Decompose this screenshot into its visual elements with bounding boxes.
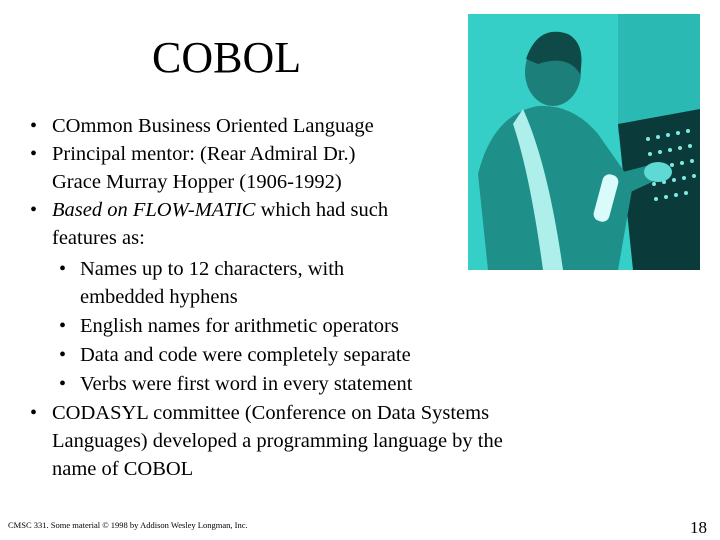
sub-bullet-text: English names for arithmetic operators — [80, 315, 399, 337]
sub-bullet-text-continuation: embedded hyphens — [80, 286, 238, 308]
bullet-marker: • — [30, 199, 38, 221]
bullet-text-continuation: Grace Murray Hopper (1906-1992) — [52, 171, 342, 193]
bullet-text: Principal mentor: (Rear Admiral Dr.) — [52, 143, 356, 165]
bullet-text: CODASYL committee (Conference on Data Systems — [52, 402, 490, 424]
sub-bullet-marker: • — [59, 373, 67, 395]
bullet-text — [52, 198, 388, 222]
sub-bullet-text: Data and code were completely separate — [80, 344, 411, 366]
page-number: 18 — [690, 518, 707, 537]
grace-hopper-photo — [468, 14, 700, 270]
sub-bullet-marker: • — [59, 315, 67, 337]
bullet-marker: • — [30, 402, 38, 424]
bullet-marker: • — [30, 115, 38, 137]
sub-bullet-text: Verbs were first word in every statement — [80, 373, 413, 395]
bullet-text-continuation: Languages) developed a programming language by the — [52, 430, 503, 452]
slide-title: COBOL — [152, 33, 302, 82]
bullet-text-rest: which had such — [255, 199, 389, 221]
flow-matic-italic: Based on FLOW-MATIC — [52, 199, 256, 221]
bullet-text: COmmon Business Oriented Language — [52, 115, 374, 137]
photo-illustration — [468, 14, 700, 270]
bullet-text-continuation: name of COBOL — [52, 458, 194, 480]
sub-bullet-text: Names up to 12 characters, with — [80, 258, 345, 280]
sub-bullet-marker: • — [59, 258, 67, 280]
bullet-marker: • — [30, 143, 38, 165]
slide-footer: CMSC 331. Some material © 1998 by Addison Wesley Longman, Inc. — [8, 520, 248, 530]
sub-bullet-marker: • — [59, 344, 67, 366]
bullet-text-continuation: features as: — [52, 227, 145, 249]
